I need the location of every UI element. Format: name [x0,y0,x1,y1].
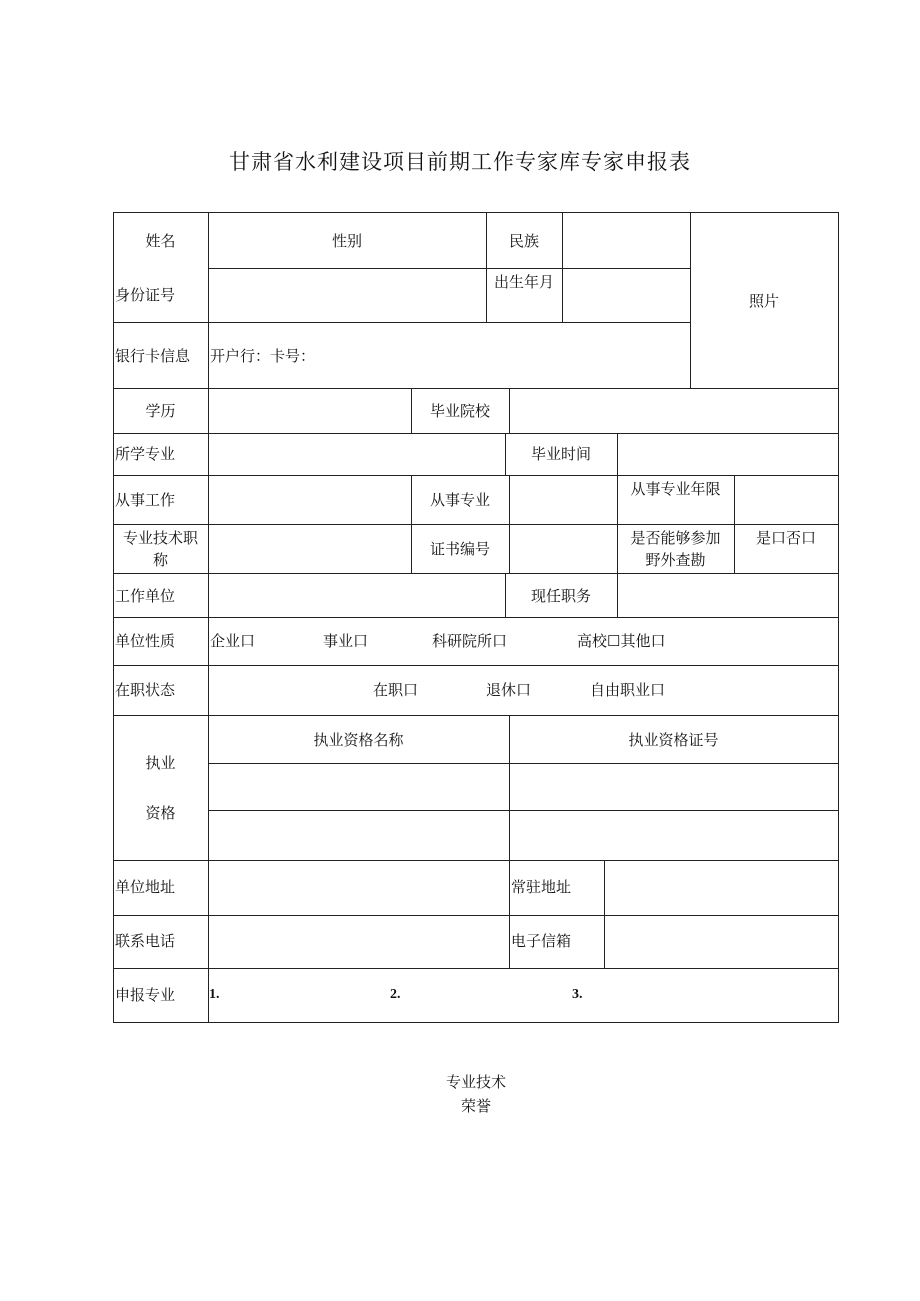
label-qualification-line2: 资格 [145,804,176,822]
option-retired: 退休口 [486,681,532,699]
specialty-2: 2. [390,987,401,1002]
row-border [113,968,839,969]
label-field-survey-line2: 野外查勘 [645,551,706,569]
specialty-1: 1. [209,987,220,1002]
col-border [617,573,618,617]
label-work: 从事工作 [115,491,176,509]
row-border [113,433,839,434]
option-institution: 事业口 [323,632,369,650]
row-border [113,573,839,574]
row-border [208,810,839,811]
row-border [113,322,690,323]
option-enterprise: 企业口 [210,632,256,650]
label-qualification-line1: 执业 [145,754,176,772]
form-title: 甘肃省水利建设项目前期工作专家库专家申报表 [229,150,691,174]
row-border [113,915,839,916]
label-ethnicity: 民族 [508,232,539,250]
label-phone: 联系电话 [115,932,176,950]
row-border [113,715,839,716]
row-border [113,665,839,666]
photo-area: 照片 [748,292,779,310]
label-unit-nature: 单位性质 [115,632,176,650]
label-gender: 性别 [331,232,362,250]
col-border [838,212,839,1023]
header-qualification-cert: 执业资格证号 [628,731,719,749]
col-border [509,388,510,433]
row-border [113,475,839,476]
row-border [113,388,839,389]
label-tech-title-line1: 专业技术职 [122,529,198,547]
label-resident-address: 常驻地址 [511,878,572,896]
label-employer: 工作单位 [115,587,176,605]
option-university-other: 高校☐其他口 [577,632,666,650]
label-certificate-number: 证书编号 [429,540,490,558]
label-employment-status: 在职状态 [115,681,176,699]
col-border [604,860,605,968]
label-id-number: 身份证号 [115,286,176,304]
option-employed: 在职口 [373,681,419,699]
bank-card-detail: 开户行：卡号： [210,347,316,365]
row-border [208,268,690,269]
label-apply-specialty: 申报专业 [115,986,176,1004]
col-border [562,212,563,322]
specialty-3: 3. [572,987,583,1002]
label-major: 所学专业 [115,445,176,463]
label-school: 毕业院校 [429,402,490,420]
col-border [208,212,209,1023]
option-research-institute: 科研院所口 [432,632,508,650]
header-qualification-name: 执业资格名称 [313,731,404,749]
row-border [113,1022,839,1023]
col-border [509,860,510,968]
row-border [113,212,839,213]
row-border [208,763,839,764]
row-border [113,617,839,618]
label-tech-title-line2: 称 [153,551,169,569]
label-graduation-time: 毕业时间 [530,445,591,463]
col-border [509,475,510,573]
option-freelance: 自由职业口 [590,681,666,699]
label-birth-date: 出生年月 [493,273,554,291]
label-name: 姓名 [145,232,176,250]
label-field-survey-line1: 是否能够参加 [630,529,721,547]
label-bank-card: 银行卡信息 [115,347,191,365]
label-field: 从事专业 [429,491,490,509]
label-unit-address: 单位地址 [115,878,176,896]
label-current-position: 现任职务 [530,587,591,605]
label-education: 学历 [145,402,176,420]
label-email: 电子信箱 [511,932,572,950]
footer-line-2: 荣誉 [460,1097,491,1115]
col-border [617,433,618,475]
row-border [113,524,839,525]
label-field-years: 从事专业年限 [630,480,721,498]
col-border [734,475,735,573]
footer-line-1: 专业技术 [445,1073,506,1091]
field-survey-yes-no: 是口否口 [755,529,816,547]
col-border [486,212,487,322]
row-border [113,860,839,861]
col-border [113,212,114,1023]
